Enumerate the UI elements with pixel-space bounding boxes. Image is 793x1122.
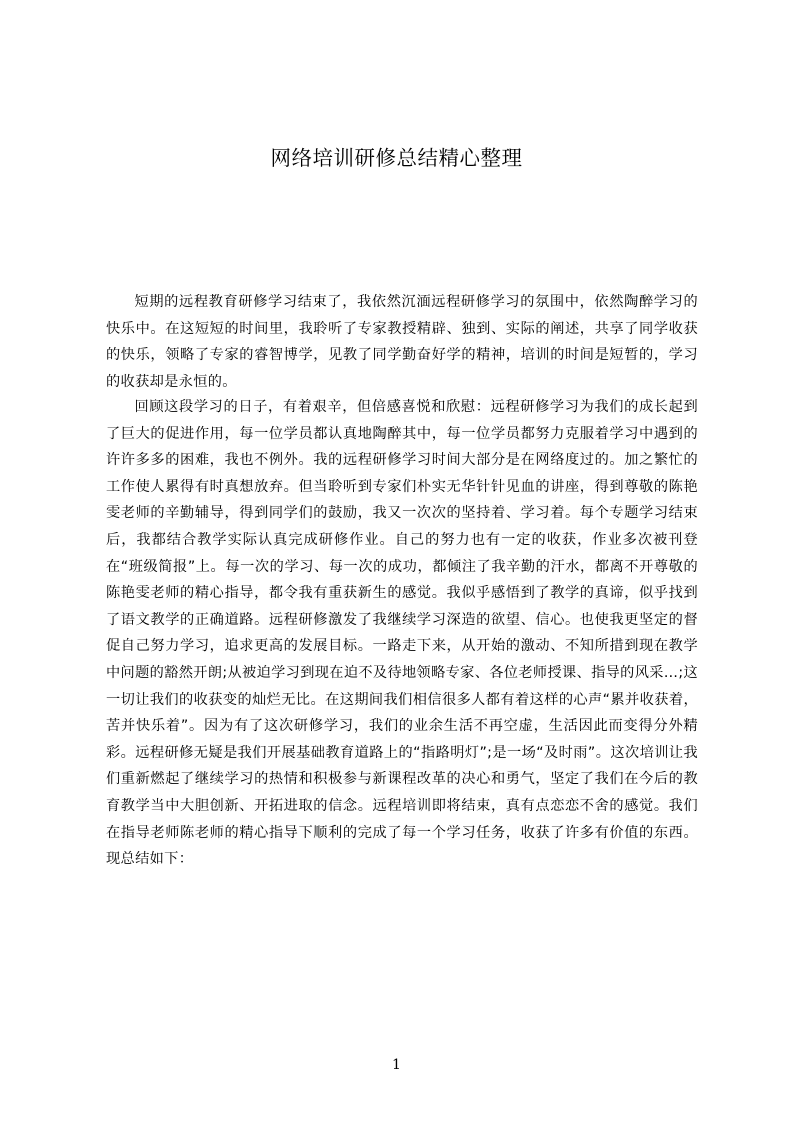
paragraph-intro: 短期的远程教育研修学习结束了，我依然沉湎远程研修学习的氛围中，依然陶醉学习的快乐中。在这短短的时间里，我聆听了专家教授精辟、独到、实际的阐述，共享了同学收获的快乐，领略了专家的睿智博学，见教了同学勤奋好学的精神，培训的时间是短暂的，学习的收获却是永恒的。 bbox=[106, 294, 698, 390]
document-title: 网络培训研修总结精心整理 bbox=[270, 146, 523, 170]
page-number: 1 bbox=[392, 1057, 401, 1073]
paragraph-review: 回顾这段学习的日子，有着艰辛，但倍感喜悦和欣慰：远程研修学习为我们的成长起到了巨大的促进作用，每一位学员都认真地陶醉其中，每一位学员都努力克服着学习中遇到的许许多多的困难，我也不例外。我的远程研修学习时间大部分是在网络度过的。加之繁忙的工作使人累得有时真想放弃。但当聆听到专家们朴实无华针针见血的讲座，得到尊敬的陈艳雯老师的辛勤辅导，得到同学们的鼓励，我又一次次的坚持着、学习着。每个专题学习结束后，我都结合教学实际认真完成研修作业。自己的努力也有一定的收获，作业多次被刊登在“班级简报”上。每一次的学习、每一次的成功，都倾注了我辛勤的汗水，都离不开尊敬的陈艳雯老师的精心指导，都令我有重获新生的感觉。我似乎感悟到了教学的真谛，似乎找到了语文教学的正确道路。远程研修激发了我继续学习深造的欲望、信心。也使我更坚定的督促自己努力学习，追求更高的发展目标。一路走下来，从开始的激动、不知所措到现在教学中问题的豁然开朗;从被迫学习到现在迫不及待地领略专家、各位老师授课、指导的风采…;这一切让我们的收获变的灿烂无比。在这期间我们相信很多人都有着这样的心声“累并收获着，苦并快乐着”。因为有了这次研修学习，我们的业余生活不再空虚，生活因此而变得分外精彩。远程研修无疑是我们开展基础教育道路上的“指路明灯”;是一场“及时雨”。这次培训让我们重新燃起了继续学习的热情和积极参与新课程改革的决心和勇气，坚定了我们在今后的教育教学当中大胆创新、开拓进取的信念。远程培训即将结束，真有点恋恋不舍的感觉。我们在指导老师陈老师的精心指导下顺利的完成了每一个学习任务，收获了许多有价值的东西。现总结如下： bbox=[106, 399, 698, 868]
